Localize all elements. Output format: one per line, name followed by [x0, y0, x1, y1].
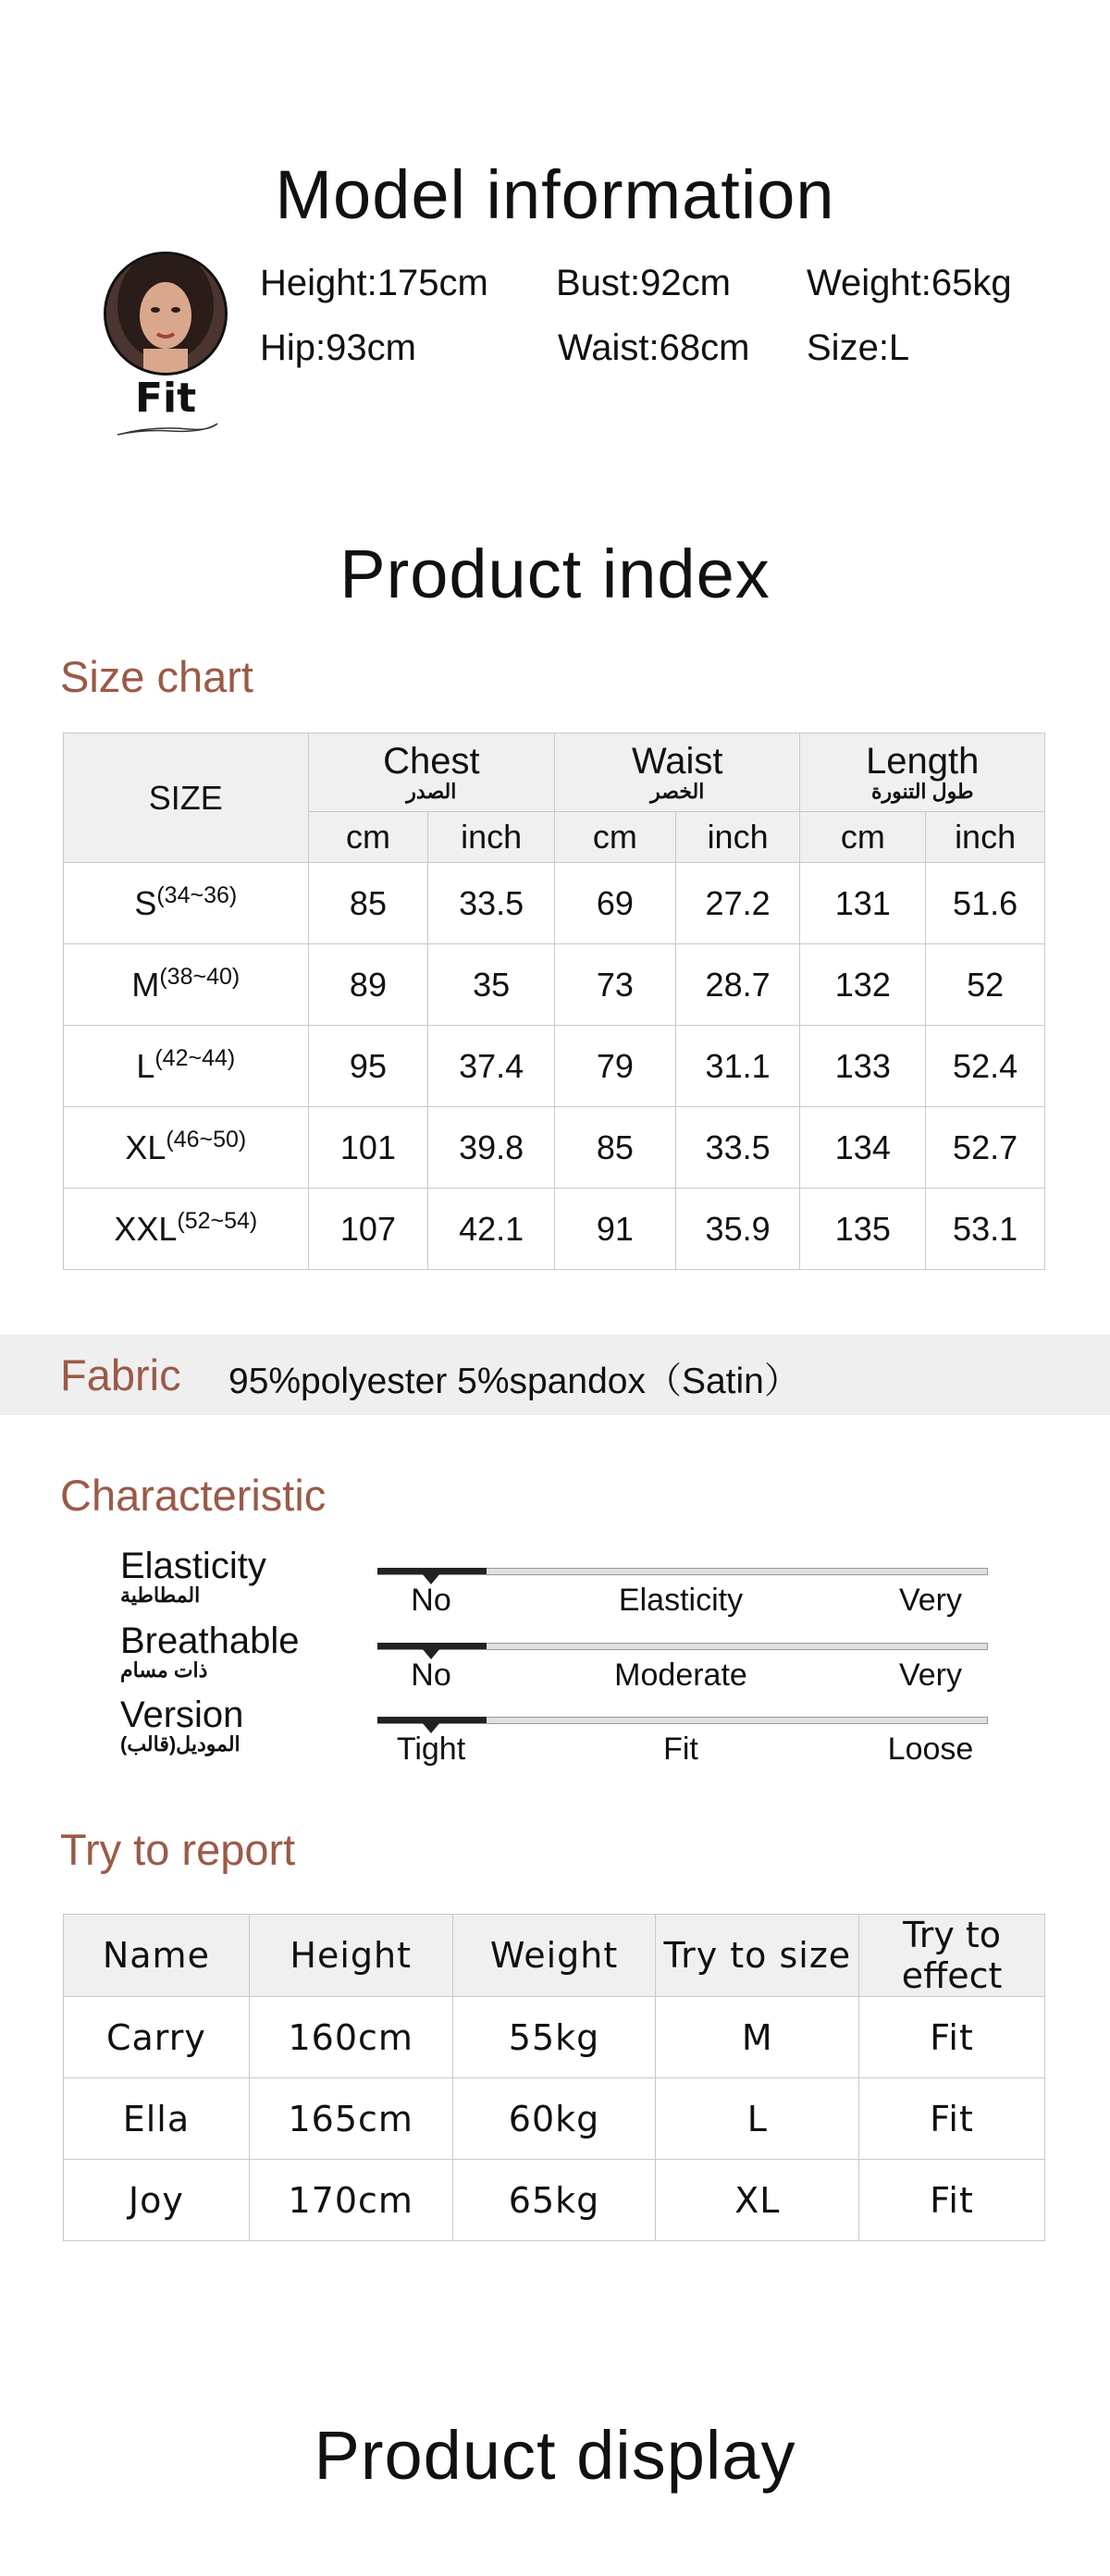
model-hip: Hip:93cm: [260, 327, 416, 368]
length-header-en: Length: [866, 741, 980, 782]
value-cell: 35: [428, 944, 555, 1026]
characteristic-label-ar: الموديل(قالب): [120, 1732, 240, 1756]
report-cell: 170cm: [249, 2160, 452, 2241]
size-cell: [64, 944, 309, 1026]
product-index-title: Product index: [339, 536, 771, 612]
fabric-value: 95%polyester 5%spandox（Satin）: [228, 1362, 800, 1401]
unit-header: inch: [926, 812, 1045, 863]
model-weight: Weight:65kg: [807, 263, 1012, 303]
value-cell: 27.2: [675, 863, 800, 944]
report-cell: Fit: [859, 1997, 1045, 2078]
value-cell: 133: [800, 1026, 926, 1107]
report-cell: Fit: [859, 2078, 1045, 2160]
try-report-title: Try to report: [60, 1825, 296, 1874]
report-header-size: Try to size: [656, 1915, 859, 1997]
value-cell: 85: [555, 1107, 676, 1189]
value-cell: 132: [800, 944, 926, 1026]
report-header-weight: Weight: [452, 1915, 656, 1997]
report-cell: Carry: [64, 1997, 250, 2078]
value-cell: 31.1: [675, 1026, 800, 1107]
unit-header: inch: [675, 812, 800, 863]
elasticity-scale-low: No: [411, 1583, 451, 1618]
report-header-height: Height: [249, 1915, 452, 1997]
version-scale-high: Loose: [887, 1732, 974, 1767]
size-chart-table: [63, 733, 1045, 1270]
model-info-title: Model information: [275, 156, 835, 233]
value-cell: 95: [308, 1026, 428, 1107]
unit-header: cm: [800, 812, 926, 863]
version-scale-mid: Fit: [663, 1732, 698, 1767]
report-cell: 160cm: [249, 1997, 452, 2078]
characteristic-title: Characteristic: [60, 1471, 327, 1520]
size-range: (42~44): [154, 1044, 236, 1071]
report-row: [64, 2078, 1045, 2160]
report-cell: 55kg: [452, 1997, 656, 2078]
size-range: (34~36): [156, 881, 238, 908]
size-row-l: [64, 1026, 1045, 1107]
signature-icon: [116, 416, 227, 438]
model-height: Height:175cm: [260, 263, 488, 303]
value-cell: 33.5: [428, 863, 555, 944]
characteristic-label-en: Version: [120, 1695, 244, 1735]
report-cell: M: [656, 1997, 859, 2078]
product-display-title: Product display: [314, 2417, 796, 2494]
chest-header: [308, 733, 554, 812]
value-cell: 134: [800, 1107, 926, 1189]
report-cell: Ella: [64, 2078, 250, 2160]
size-row-m: [64, 944, 1045, 1026]
unit-header: cm: [555, 812, 676, 863]
value-cell: 89: [308, 944, 428, 1026]
size-cell: [64, 1026, 309, 1107]
value-cell: 73: [555, 944, 676, 1026]
unit-header: inch: [428, 812, 555, 863]
value-cell: 53.1: [926, 1189, 1045, 1270]
report-cell: Fit: [859, 2160, 1045, 2241]
breathable-scale-mid: Moderate: [614, 1658, 747, 1693]
size-row-xl: [64, 1107, 1045, 1189]
value-cell: 33.5: [675, 1107, 800, 1189]
size-cell: [64, 863, 309, 944]
waist-header-ar: الخصر: [650, 780, 705, 803]
chest-header-en: Chest: [383, 741, 480, 782]
length-header: [800, 733, 1045, 812]
fit-label: Fit: [135, 375, 197, 422]
characteristic-breathable: [120, 1622, 299, 1682]
value-cell: 42.1: [428, 1189, 555, 1270]
waist-header: [555, 733, 800, 812]
elasticity-scale-mid: Elasticity: [618, 1583, 744, 1618]
value-cell: 52: [926, 944, 1045, 1026]
length-header-ar: طول التنورة: [870, 780, 974, 803]
report-row: [64, 2160, 1045, 2241]
model-waist: Waist:68cm: [558, 327, 750, 368]
characteristic-elasticity: [120, 1547, 266, 1607]
value-cell: 131: [800, 863, 926, 944]
breathable-scale-high: Very: [898, 1658, 963, 1693]
size-chart-title: Size chart: [60, 652, 253, 701]
size-name: L: [136, 1046, 155, 1085]
size-range: (38~40): [159, 963, 240, 990]
characteristic-label-ar: المطاطية: [120, 1584, 201, 1607]
size-name: S: [134, 883, 157, 922]
value-cell: 52.7: [926, 1107, 1045, 1189]
report-cell: 65kg: [452, 2160, 656, 2241]
value-cell: 39.8: [428, 1107, 555, 1189]
version-scale-low: Tight: [396, 1732, 466, 1767]
report-header-effect: Try to effect: [859, 1915, 1045, 1997]
size-cell: [64, 1189, 309, 1270]
report-header-name: Name: [64, 1915, 250, 1997]
size-name: M: [131, 965, 160, 1004]
size-name: XL: [125, 1128, 166, 1166]
size-row-s: [64, 863, 1045, 944]
report-cell: 60kg: [452, 2078, 656, 2160]
model-size: Size:L: [807, 327, 910, 368]
model-avatar: [104, 252, 228, 376]
chest-header-ar: الصدر: [406, 780, 457, 803]
characteristic-label-ar: ذات مسام: [120, 1658, 208, 1682]
size-range: (46~50): [166, 1126, 247, 1152]
value-cell: 101: [308, 1107, 428, 1189]
value-cell: 69: [555, 863, 676, 944]
report-cell: Joy: [64, 2160, 250, 2241]
value-cell: 52.4: [926, 1026, 1045, 1107]
report-row: [64, 1997, 1045, 2078]
value-cell: 51.6: [926, 863, 1045, 944]
value-cell: 28.7: [675, 944, 800, 1026]
value-cell: 37.4: [428, 1026, 555, 1107]
value-cell: 107: [308, 1189, 428, 1270]
value-cell: 135: [800, 1189, 926, 1270]
report-cell: L: [656, 2078, 859, 2160]
characteristic-label-en: Breathable: [120, 1621, 300, 1661]
model-bust: Bust:92cm: [556, 263, 731, 303]
size-row-xxl: [64, 1189, 1045, 1270]
size-name: XXL: [114, 1209, 178, 1248]
value-cell: 79: [555, 1026, 676, 1107]
value-cell: 35.9: [675, 1189, 800, 1270]
value-cell: 85: [308, 863, 428, 944]
report-header-row: [64, 1915, 1045, 1997]
size-range: (52~54): [177, 1207, 258, 1234]
report-cell: 165cm: [249, 2078, 452, 2160]
characteristic-version: [120, 1696, 243, 1756]
fabric-label: Fabric: [60, 1350, 181, 1399]
unit-header: cm: [308, 812, 428, 863]
value-cell: 91: [555, 1189, 676, 1270]
size-cell: [64, 1107, 309, 1189]
report-cell: XL: [656, 2160, 859, 2241]
try-report-table: [63, 1914, 1045, 2241]
waist-header-en: Waist: [632, 741, 723, 782]
breathable-scale-low: No: [411, 1658, 451, 1693]
size-header: SIZE: [64, 733, 309, 863]
elasticity-scale-high: Very: [898, 1583, 963, 1618]
characteristic-label-en: Elasticity: [120, 1546, 266, 1586]
